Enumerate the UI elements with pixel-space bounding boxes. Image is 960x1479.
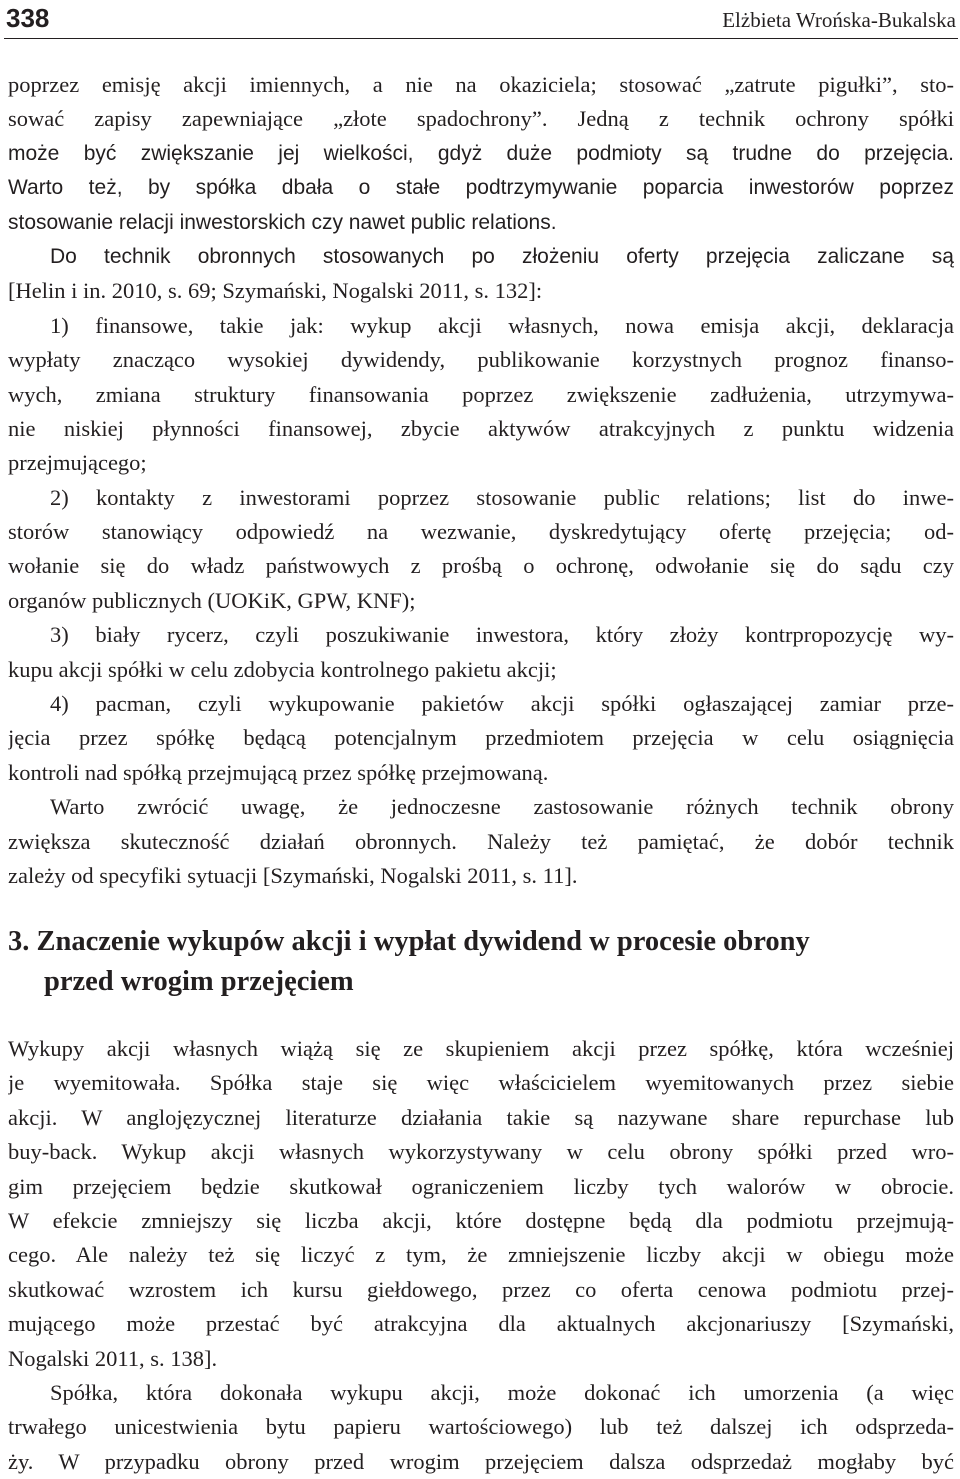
text-line: stosowanie relacji inwestorskich czy nawet public relations. (8, 210, 557, 234)
section-title-line-2: przed wrogim przejęciem (44, 966, 354, 997)
text-line: Spółka, która dokonała wykupu akcji, może dokonać ich umorzenia (a więc (50, 1379, 954, 1405)
text-line: mującego może przestać być atrakcyjna dla aktualnych akcjonariuszy [Szymański, (8, 1311, 954, 1337)
text-line: Wykupy akcji własnych wiążą się ze skupieniem akcji przez spółkę, która wcześniej (8, 1036, 954, 1061)
header-rule (4, 38, 958, 39)
body-text-block-1 (8, 68, 954, 893)
text-line: ży. W przypadku obrony przed wrogim przejęciem dalsza odsprzedaż mogłaby być (8, 1448, 954, 1474)
text-line: zwiększa skuteczność działań obronnych. Należy też pamiętać, że dobór technik (8, 828, 954, 854)
text-line: organów publicznych (UOKiK, GPW, KNF); (8, 587, 416, 613)
text-line: [Helin i in. 2010, s. 69; Szymański, Nogalski 2011, s. 132]: (8, 278, 543, 304)
text-line: może być zwiększanie jej wielkości, gdyż duże podmioty są trudne do przejęcia. (8, 141, 954, 165)
text-line: zależy od specyfiki sytuacji [Szymański, Nogalski 2011, s. 11]. (8, 862, 578, 888)
text-line: Do technik obronnych stosowanych po złożeniu oferty przejęcia zaliczane są (50, 244, 954, 268)
text-line: 4) pacman, czyli wykupowanie pakietów akcji spółki ogłaszającej zamiar prze- (50, 691, 954, 717)
text-line: W efekcie zmniejszy się liczba akcji, które dostępne będą dla podmiotu przejmują- (8, 1207, 954, 1233)
text-line: kupu akcji spółki w celu zdobycia kontrolnego pakietu akcji; (8, 656, 557, 682)
text-line: gim przejęciem będzie skutkował ograniczeniem liczby tych walorów w obrocie. (8, 1173, 954, 1199)
body-text-block-2 (8, 1032, 954, 1479)
text-line: skutkować wzrostem ich kursu giełdowego, przez co oferta cenowa podmiotu przej- (8, 1276, 954, 1302)
text-line: wych, zmiana struktury finansowania poprzez zwiększenie zadłużenia, utrzymywa- (8, 381, 954, 407)
text-line: Nogalski 2011, s. 138]. (8, 1345, 218, 1371)
page-header (0, 0, 960, 40)
text-line: akcji. W anglojęzycznej literaturze działania takie są nazywane share repurchase lub (8, 1104, 954, 1130)
text-line: 3) biały rycerz, czyli poszukiwanie inwestora, który złoży kontrpropozycję wy- (50, 622, 954, 648)
section-heading (8, 922, 954, 1002)
text-line: Warto zwrócić uwagę, że jednoczesne zastosowanie różnych technik obrony (50, 794, 954, 820)
page-number: 338 (6, 3, 50, 33)
text-line: nie niskiej płynności finansowej, zbycie aktywów atrakcyjnych z punktu widzenia (8, 415, 954, 441)
section-title-line-1: Znaczenie wykupów akcji i wypłat dywidend w procesie obrony (36, 926, 810, 957)
text-line: 2) kontakty z inwestorami poprzez stosowanie public relations; list do inwe- (50, 484, 954, 510)
text-line: Warto też, by spółka dbała o stałe podtrzymywanie poparcia inwestorów poprzez (8, 176, 954, 200)
text-line: wypłaty znacząco wysokiej dywidendy, publikowanie korzystnych prognoz finanso- (8, 347, 954, 373)
text-line: 1) finansowe, takie jak: wykup akcji własnych, nowa emisja akcji, deklaracja (50, 312, 954, 338)
text-line: jęcia przez spółkę będącą potencjalnym przedmiotem przejęcia w celu osiągnięcia (8, 725, 954, 751)
text-line: cego. Ale należy też się liczyć z tym, że zmniejszenie liczby akcji w obiegu może (8, 1242, 954, 1268)
text-line: storów stanowiący odpowiedź na wezwanie, dyskredytujący ofertę przejęcia; od- (8, 519, 954, 545)
text-line: poprzez emisję akcji imiennych, a nie na okaziciela; stosować „zatrute pigułki”, sto- (8, 72, 954, 97)
running-head-author: Elżbieta Wrońska-Bukalska (722, 8, 956, 32)
text-line: sować zapisy zapewniające „złote spadochrony”. Jedną z technik ochrony spółki (8, 106, 954, 132)
text-line: kontroli nad spółką przejmującą przez spółkę przejmowaną. (8, 759, 549, 785)
text-line: wołanie się do władz państwowych z prośbą o ochronę, odwołanie się do sądu czy (8, 553, 954, 579)
text-line: je wyemitowała. Spółka staje się więc właścicielem wyemitowanych przez siebie (8, 1070, 954, 1096)
text-line: buy-back. Wykup akcji własnych wykorzystywany w celu obrony spółki przed wro- (8, 1139, 954, 1165)
text-line: przejmującego; (8, 450, 147, 476)
text-line: trwałego unicestwienia bytu papieru wartościowego) lub też dalszej ich odsprzeda- (8, 1414, 954, 1440)
section-number: 3. (8, 926, 30, 957)
